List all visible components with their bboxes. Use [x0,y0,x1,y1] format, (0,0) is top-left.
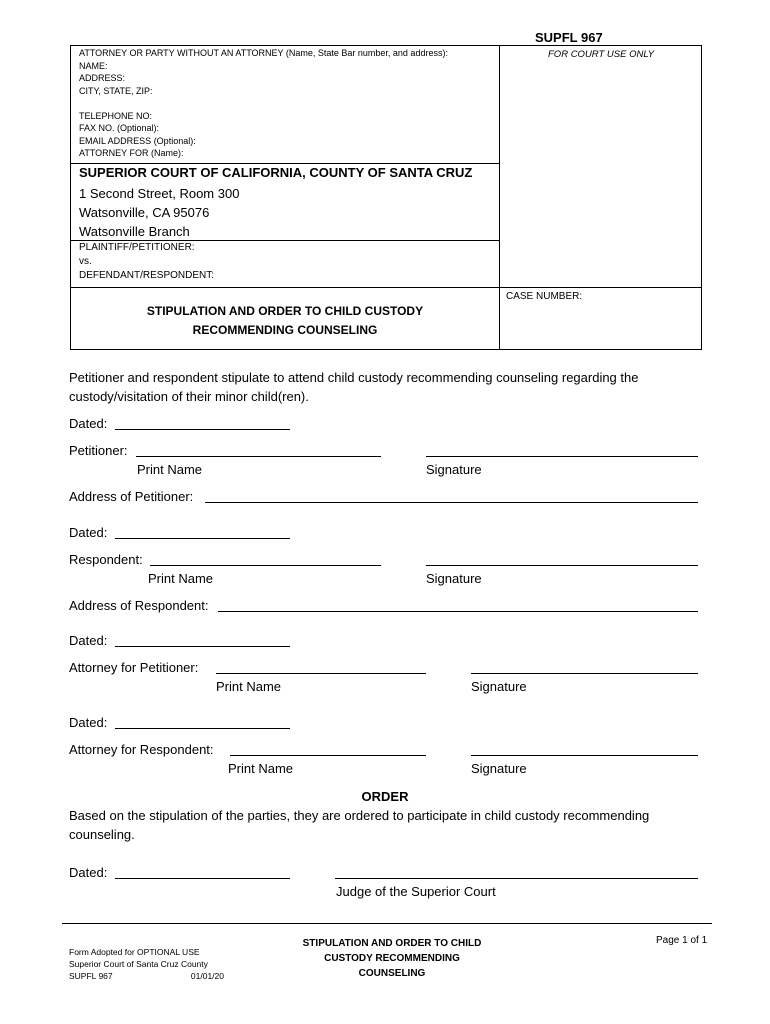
caption-divider [499,46,500,349]
document-title [112,302,458,340]
order-text [69,806,649,844]
footer-date: 01/01/20 [190,971,224,981]
case-number-label[interactable]: CASE NUMBER: [506,291,583,302]
attorney-petitioner-label: Attorney for Petitioner: [69,660,199,675]
footer-form-code: SUPFL 967 [69,971,113,981]
signature-label: Signature [426,462,482,477]
plaintiff-label: PLAINTIFF/PETITIONER: [79,242,195,253]
stipulation-text [69,368,638,406]
footer-court: Superior Court of Santa Cruz County [69,959,208,969]
address-respondent-label: Address of Respondent: [69,598,209,613]
address-respondent-field[interactable] [218,611,698,612]
footer-form-info [69,946,224,982]
respondent-name-field[interactable] [150,565,381,566]
caption-rule-1 [71,163,499,164]
dated-field[interactable] [115,728,290,729]
order-line: counseling. [69,827,135,842]
dated-label: Dated: [69,865,108,880]
dated-field[interactable] [115,538,290,539]
print-name-label: Print Name [148,571,214,586]
address-petitioner-label: Address of Petitioner: [69,489,194,504]
signature-label: Signature [471,679,527,694]
respondent-signature-field[interactable] [426,565,698,566]
respondent-label: Respondent: [69,552,143,567]
judge-signature-field[interactable] [335,878,698,879]
footer-rule [62,923,712,924]
attorney-block[interactable] [79,47,448,160]
petitioner-signature-field[interactable] [426,456,698,457]
court-use-label: FOR COURT USE ONLY [548,49,655,60]
petitioner-label: Petitioner: [69,443,128,458]
attorney-respondent-name-field[interactable] [230,755,426,756]
attorney-for-label: ATTORNEY FOR (Name): [79,148,184,158]
address-petitioner-field[interactable] [205,502,698,503]
print-name-label: Print Name [216,679,282,694]
signature-label: Signature [471,761,527,776]
attorney-respondent-signature-field[interactable] [471,755,698,756]
court-address-line: 1 Second Street, Room 300 [79,186,240,201]
footer-title [287,936,497,981]
attorney-petitioner-name-field[interactable] [216,673,426,674]
court-address [79,184,239,241]
dated-field[interactable] [115,646,290,647]
attorney-address-label: ADDRESS: [79,73,126,83]
stipulation-line: Petitioner and respondent stipulate to attend child custody recommending counseling regarding the [69,370,639,385]
attorney-label: ATTORNEY OR PARTY WITHOUT AN ATTORNEY (Name, State Bar number, and address): [79,48,448,58]
title-line: STIPULATION AND ORDER TO CHILD CUSTODY [146,304,424,318]
print-name-label: Print Name [137,462,203,477]
stipulation-line: custody/visitation of their minor child(ren). [69,389,309,404]
attorney-spacer [79,97,448,110]
court-address-line: Watsonville, CA 95076 [79,205,210,220]
attorney-email-label: EMAIL ADDRESS (Optional): [79,135,196,146]
dated-label: Dated: [69,715,108,730]
caption-rule-3 [71,287,702,288]
parties-block[interactable] [79,241,214,283]
judge-label: Judge of the Superior Court [336,884,496,899]
dated-label: Dated: [69,633,108,648]
order-heading: ORDER [361,789,409,804]
dated-label: Dated: [69,525,108,540]
petitioner-name-field[interactable] [136,456,381,457]
dated-field[interactable] [115,878,290,879]
attorney-name-label: NAME: [79,60,108,71]
print-name-label: Print Name [228,761,294,776]
court-name: SUPERIOR COURT OF CALIFORNIA, COUNTY OF SANTA CRUZ [79,165,473,180]
court-address-line: Watsonville Branch [79,224,190,239]
dated-field[interactable] [115,429,290,430]
attorney-telephone-label: TELEPHONE NO: [79,110,153,121]
signature-label: Signature [426,571,482,586]
attorney-city-label: CITY, STATE, ZIP: [79,85,153,96]
dated-label: Dated: [69,416,108,431]
form-id: SUPFL 967 [535,30,603,45]
attorney-respondent-label: Attorney for Respondent: [69,742,214,757]
attorney-petitioner-signature-field[interactable] [471,673,698,674]
defendant-label: DEFENDANT/RESPONDENT: [79,270,215,281]
title-line: RECOMMENDING COUNSELING [192,323,378,337]
vs-label: vs. [79,256,92,267]
footer-title-line: CUSTODY RECOMMENDING [324,953,460,964]
page-number: Page 1 of 1 [656,935,708,946]
order-line: Based on the stipulation of the parties, they are ordered to participate in child custody recommending [69,808,650,823]
attorney-fax-label: FAX NO. (Optional): [79,123,160,133]
footer-code-row [69,970,224,982]
footer-title-line: COUNSELING [358,968,426,979]
footer-title-line: STIPULATION AND ORDER TO CHILD [302,938,482,949]
footer-adopted: Form Adopted for OPTIONAL USE [69,947,200,957]
